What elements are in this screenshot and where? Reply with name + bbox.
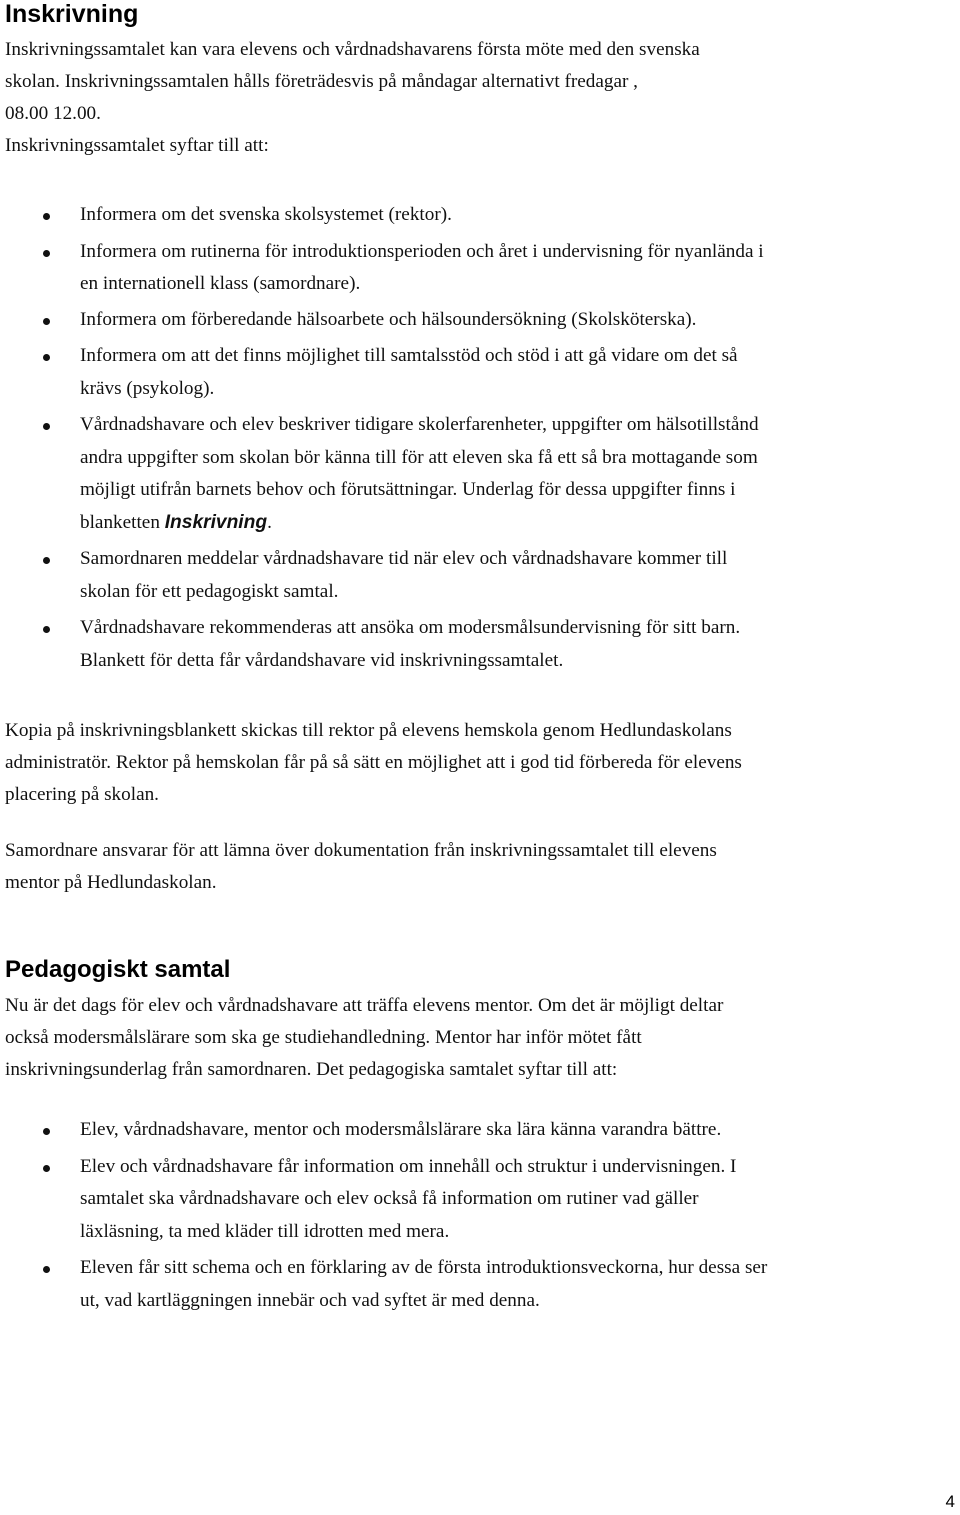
kopia-paragraph: Kopia på inskrivningsblankett skickas till rektor på elevens hemskola genom Hedlundaskolans administratör. Rektor på hemskolan får på så sätt en möjlighet att i god tid förbereda för elevens placering på skolan. <box>5 720 742 805</box>
bullet-icon <box>43 318 50 325</box>
intro-line: Inskrivningssamtalet kan vara elevens och vårdnadshavarens första möte med den svenska <box>5 39 700 60</box>
page-number: 4 <box>945 1492 955 1511</box>
intro-paragraph <box>5 34 700 162</box>
bullet-icon <box>43 1266 50 1273</box>
samordnare-paragraph: Samordnare ansvarar för att lämna över dokumentation från inskrivningssamtalet till elevens mentor på Hedlundaskolan. <box>5 840 717 893</box>
pedagogiskt-purpose-list <box>5 1114 960 1317</box>
bullet-icon <box>43 626 50 633</box>
list-item: Informera om det svenska skolsystemet (rektor). <box>5 199 960 232</box>
list-item: Vårdnadshavare rekommenderas att ansöka om modersmålsundervisning för sitt barn. Blankett för detta får vårdandshavare vid inskrivningssamtalet. <box>5 612 960 677</box>
list-item: Vårdnadshavare och elev beskriver tidigare skolerfarenheter, uppgifter om hälsotillstånd andra uppgifter som skolan bör känna till för att eleven ska få ett så bra mottagande som möjligt utifrån barnets behov och förutsättningar. Underlag för dessa uppgifter finns i blanketten Inskrivning. <box>5 409 960 539</box>
bullet-icon <box>43 213 50 220</box>
intro-line: skolan. Inskrivningssamtalen hålls företrädesvis på måndagar alternativt fredagar , <box>5 71 638 92</box>
bullet-icon <box>43 557 50 564</box>
list-item: Informera om rutinerna för introduktionsperioden och året i undervisning för nyanlända i en internationell klass (samordnare). <box>5 236 960 301</box>
bullet-icon <box>43 250 50 257</box>
section-heading-pedagogiskt-samtal: Pedagogiskt samtal <box>5 956 231 983</box>
form-name-emphasis: Inskrivning <box>164 511 268 533</box>
bullet-icon <box>43 423 50 430</box>
list-item: Elev, vårdnadshavare, mentor och modersmålslärare ska lära känna varandra bättre. <box>5 1114 960 1147</box>
section-heading-inskrivning: Inskrivning <box>5 0 139 28</box>
list-item: Eleven får sitt schema och en förklaring av de första introduktionsveckorna, hur dessa ser ut, vad kartläggningen innebär och vad syftet är med denna. <box>5 1252 960 1317</box>
bullet-icon <box>43 1128 50 1135</box>
list-item: Elev och vårdnadshavare får information om innehåll och struktur i undervisningen. I samtalet ska vårdnadshavare och elev också få information om rutiner vad gäller läxläsning, ta med kläder till idrotten med mera. <box>5 1151 960 1249</box>
list-item: Informera om förberedande hälsoarbete och hälsoundersökning (Skolsköterska). <box>5 304 960 337</box>
pedagogiskt-intro-paragraph: Nu är det dags för elev och vårdnadshavare att träffa elevens mentor. Om det är möjligt deltar också modersmålslärare som ska ge studiehandledning. Mentor har inför mötet fått inskrivningsunderlag från samordnaren. Det pedagogiska samtalet syftar till att: <box>5 995 724 1080</box>
intro-line: Inskrivningssamtalet syftar till att: <box>5 135 269 156</box>
inskrivning-purpose-list <box>5 199 960 677</box>
bullet-icon <box>43 354 50 361</box>
intro-line: 08.00 12.00. <box>5 103 101 124</box>
list-item: Samordnaren meddelar vårdnadshavare tid när elev och vårdnadshavare kommer till skolan för ett pedagogiskt samtal. <box>5 543 960 608</box>
list-item: Informera om att det finns möjlighet till samtalsstöd och stöd i att gå vidare om det så krävs (psykolog). <box>5 340 960 405</box>
bullet-icon <box>43 1165 50 1172</box>
